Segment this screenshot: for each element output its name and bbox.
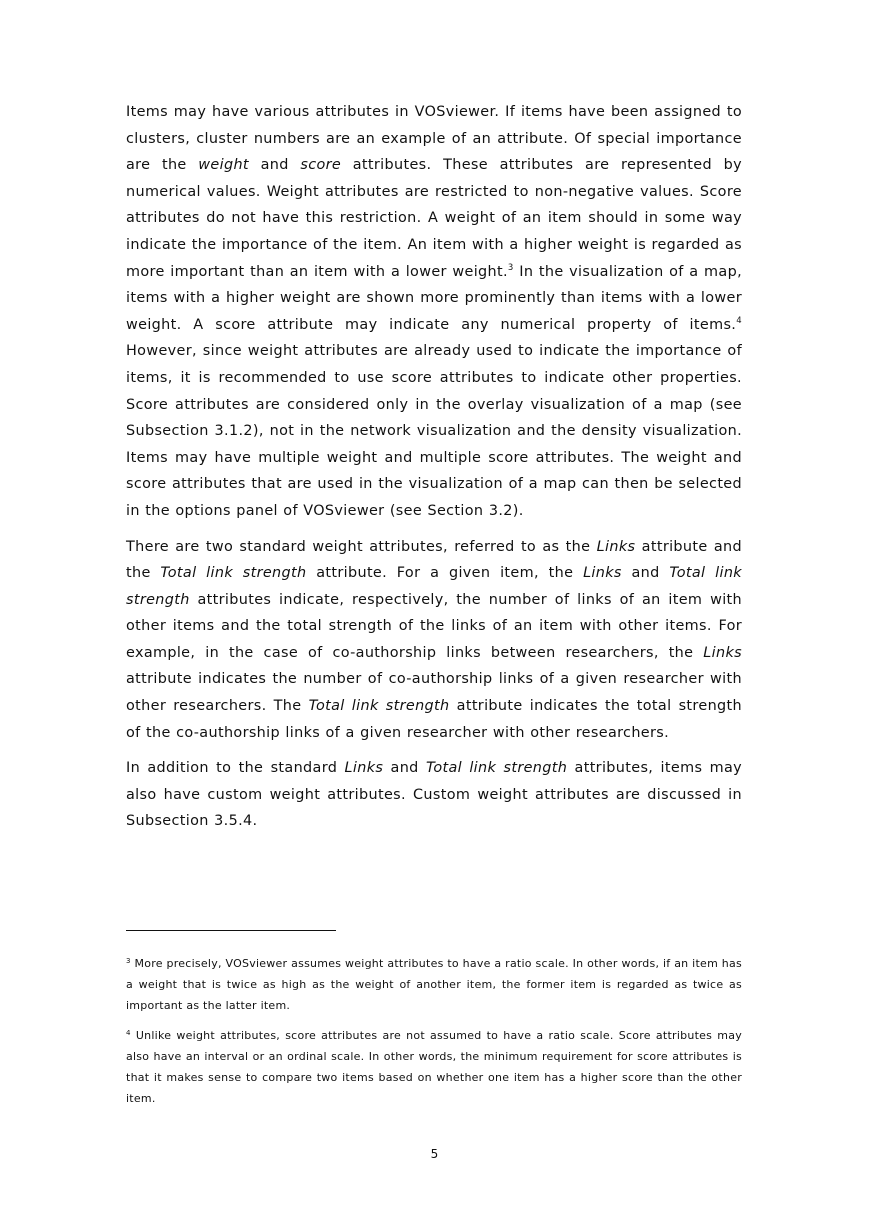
term-total-link-strength: Total link strength	[425, 760, 568, 777]
text-run: There are two standard weight attributes, referred to as the	[126, 538, 597, 555]
footnote-mark: 3	[126, 957, 131, 965]
term-links: Links	[596, 538, 636, 555]
footnotes	[126, 953, 742, 1109]
text-run: and	[621, 565, 670, 582]
footnote-ref-3[interactable]: 3	[507, 262, 514, 273]
text-run: Items may have various attributes in VOSviewer. If items have been assigned to clusters, cluster numbers are an example of an attribute. Of special importance are the	[126, 104, 742, 174]
footnote-text: Unlike weight attributes, score attributes are not assumed to have a ratio scale. Score attributes may also have an interval or an ordinal scale. In other words, the minimum requirement for score attributes is that it makes sense to compare two items based on whether one item has a higher score than the other item.	[126, 1029, 742, 1105]
text-run: attributes indicate, respectively, the number of links of an item with other items and the total strength of the links of an item with other items. For example, in the case of co-authorship links between researchers, the	[126, 591, 742, 661]
footnote-mark: 4	[126, 1029, 131, 1037]
footnote-ref-4[interactable]: 4	[736, 315, 742, 326]
text-run: attribute indicates the total strength of the co-authorship links of a given researcher with other researchers.	[126, 698, 742, 741]
text-run: attribute indicates the number of co-authorship links of a given researcher with other researchers. The	[126, 671, 742, 715]
text-run: attribute. For a given item, the	[306, 565, 584, 582]
term-links: Links	[344, 760, 384, 777]
footnote-separator	[126, 930, 336, 931]
term-total-link-strength: Total link strength	[126, 565, 742, 608]
term-links: Links	[703, 644, 742, 661]
text-run: and	[248, 157, 301, 174]
text-run: attributes, items may also have custom weight attributes. Custom weight attributes are discussed in Subsection 3.5.4.	[126, 760, 742, 830]
body-text	[126, 99, 742, 835]
term-weight: weight	[198, 157, 249, 174]
text-run: attributes. These attributes are represented by numerical values. Weight attributes are restricted to non-negative values. Score attributes do not have this restriction. A weight of an item should in some way indicate the importance of the item. An item with a higher weight is regarded as more important than an item with a lower weight.	[126, 157, 742, 280]
paragraph-standard-weights	[126, 534, 742, 747]
paragraph-attributes	[126, 99, 742, 525]
term-total-link-strength: Total link strength	[160, 565, 307, 582]
text-run: and	[383, 760, 426, 777]
text-run: In addition to the standard	[126, 760, 345, 777]
text-run: In the visualization of a map, items with a higher weight are shown more prominently than items with a lower weight. A score attribute may indicate any numerical property of items.	[126, 263, 742, 333]
text-run: attribute and the	[126, 538, 742, 582]
footnote-4	[126, 1025, 742, 1109]
paragraph-custom-weights	[126, 755, 742, 835]
text-run: However, since weight attributes are already used to indicate the importance of items, it is recommended to use score attributes to indicate other properties. Score attributes are considered only in the overlay visualization of a map (see Subsection 3.1.2), not in the network visualization and the density visualization. Items may have multiple weight and multiple score attributes. The weight and score attributes that are used in the visualization of a map can then be selected in the options panel of VOSviewer (see Section 3.2).	[126, 343, 742, 519]
page-number: 5	[430, 1147, 439, 1161]
footnote-text: More precisely, VOSviewer assumes weight attributes to have a ratio scale. In other words, if an item has a weight that is twice as high as the weight of another item, the former item is regarded as twice as important as the latter item.	[126, 957, 742, 1012]
footnote-3	[126, 953, 742, 1016]
term-links: Links	[583, 565, 622, 582]
term-total-link-strength: Total link strength	[308, 698, 450, 715]
term-score: score	[300, 157, 342, 174]
